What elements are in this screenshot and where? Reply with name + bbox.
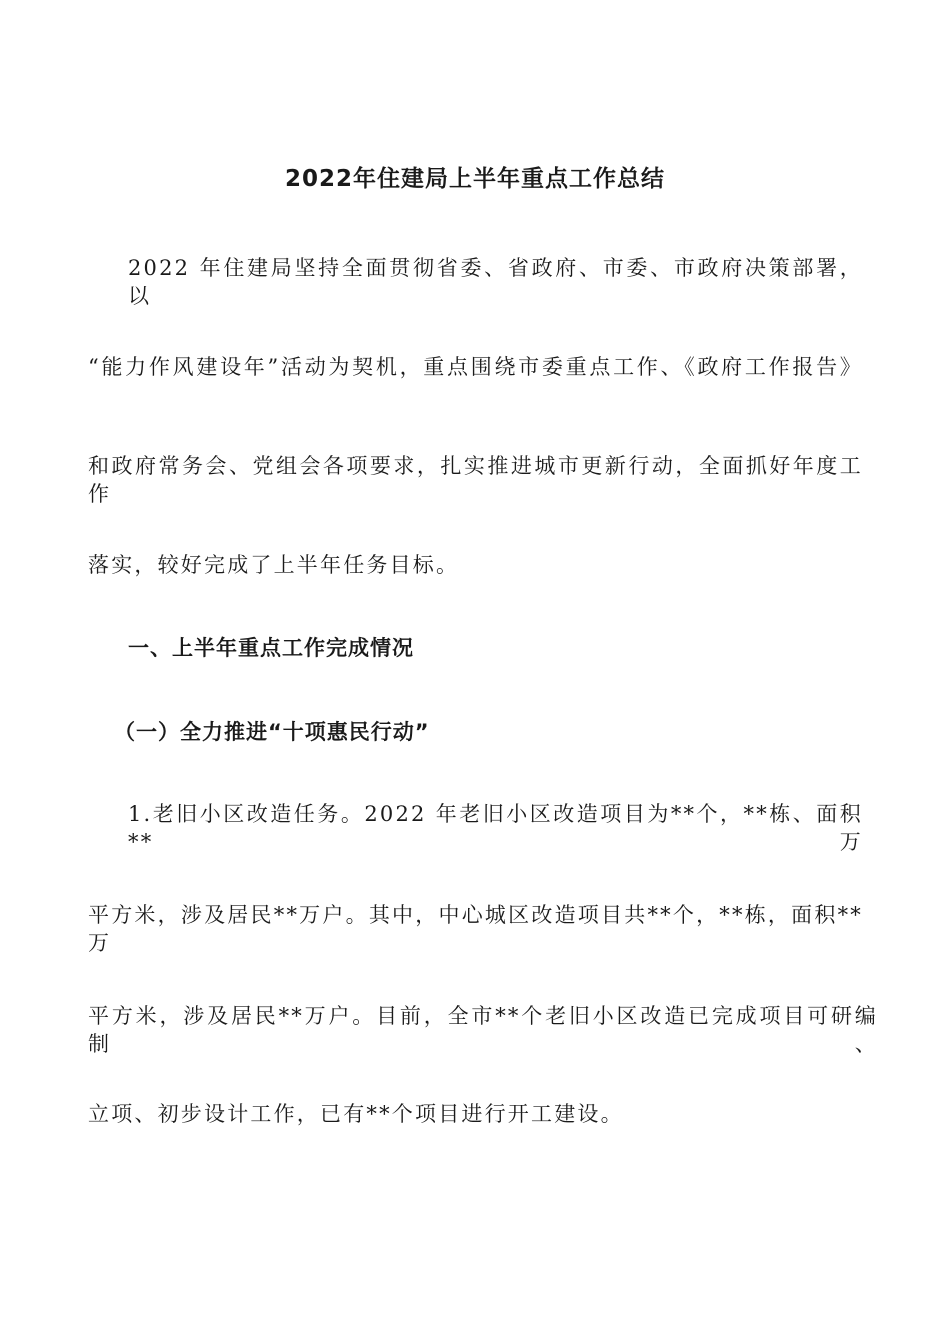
item-1-line-3: 平方米，涉及居民**万户。目前，全市**个老旧小区改造已完成项目可研编制、 [88, 1004, 878, 1056]
intro-line-1: 2022 年住建局坚持全面贯彻省委、省政府、市委、市政府决策部署，以 [128, 256, 863, 308]
subsection-heading-1: （一）全力推进“十项惠民行动” [114, 720, 430, 744]
intro-line-2: “能力作风建设年”活动为契机，重点围绕市委重点工作、《政府工作报告》 [88, 355, 863, 379]
intro-line-3: 和政府常务会、党组会各项要求，扎实推进城市更新行动，全面抓好年度工作 [88, 454, 863, 506]
intro-line-4: 落实，较好完成了上半年任务目标。 [88, 553, 460, 577]
document-title: 2022年住建局上半年重点工作总结 [284, 166, 665, 192]
item-1-line-1: 1.老旧小区改造任务。2022 年老旧小区改造项目为**个，**栋、面积**万 [128, 802, 863, 854]
item-1-line-2: 平方米，涉及居民**万户。其中，中心城区改造项目共**个，**栋，面积**万 [88, 903, 863, 955]
item-1-line-4: 立项、初步设计工作，已有**个项目进行开工建设。 [88, 1102, 624, 1126]
section-heading-1: 一、上半年重点工作完成情况 [128, 636, 414, 660]
